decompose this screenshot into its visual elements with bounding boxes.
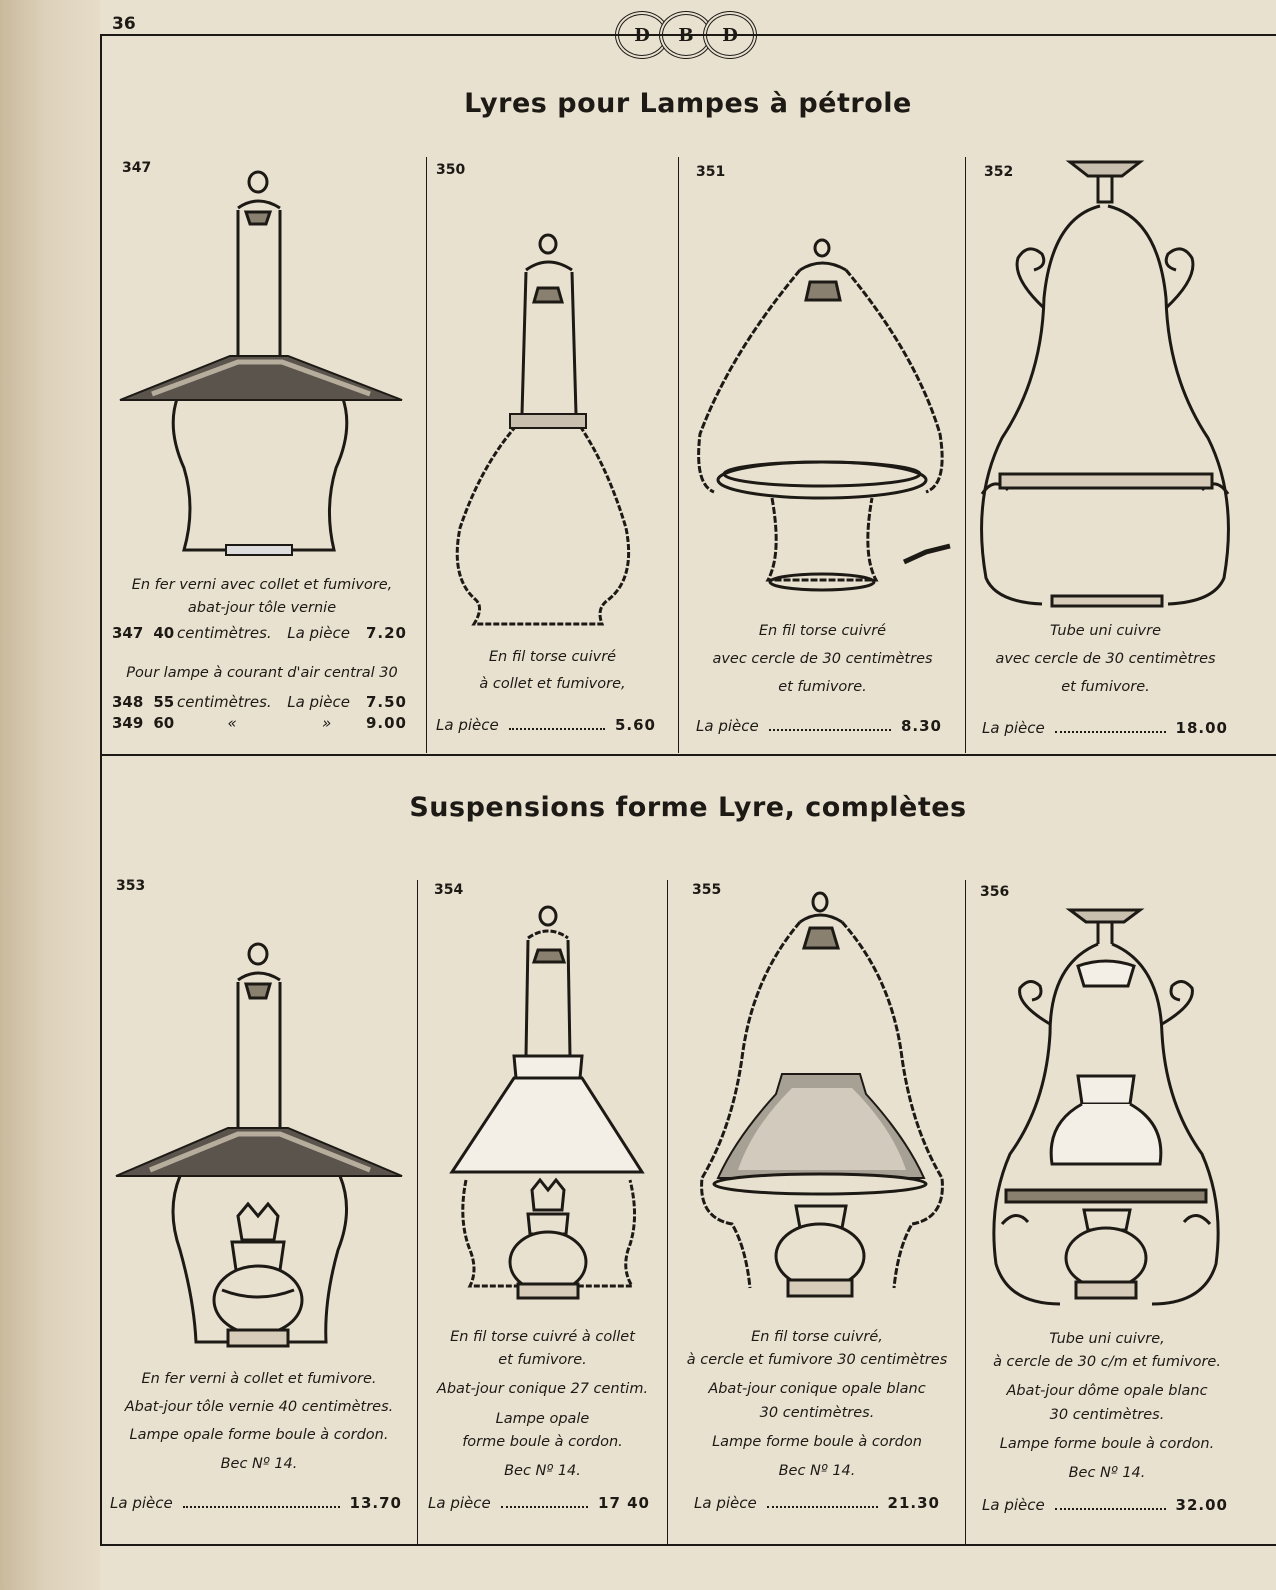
desc-line: Abat-jour conique 27 centim.	[436, 1381, 649, 1398]
price-code: 349	[112, 714, 144, 732]
price-label: La pièce	[110, 1494, 173, 1512]
price-line	[982, 1496, 1228, 1514]
price-label: La pièce	[287, 693, 350, 711]
book-edge	[0, 0, 100, 1590]
item-description	[672, 1326, 962, 1483]
price-value: 21.30	[887, 1494, 940, 1512]
column-divider	[678, 157, 679, 753]
desc-line: Tube uni cuivre	[1050, 623, 1161, 639]
price-label: La pièce	[287, 624, 350, 642]
desc-line: 30 centimètres.	[759, 1404, 875, 1421]
price-value: 32.00	[1175, 1496, 1228, 1514]
item-number: 347	[122, 160, 152, 176]
item-description	[430, 646, 675, 696]
price-size: 55	[153, 693, 175, 711]
item-description	[106, 1368, 412, 1476]
desc-line: Bec Nº 14.	[1068, 1464, 1146, 1481]
desc-line: Abat-jour conique opale blanc	[708, 1381, 926, 1398]
desc-line: Lampe opale	[495, 1410, 590, 1427]
item-number: 356	[980, 884, 1010, 900]
leader-dots	[509, 728, 605, 730]
lyre-lamp-illustration	[980, 904, 1240, 1324]
price-label: La pièce	[696, 717, 759, 735]
item-description	[968, 620, 1243, 700]
column-divider	[667, 880, 668, 1544]
desc-line: En fer verni avec collet et fumivore,	[131, 577, 393, 593]
price-row	[112, 714, 407, 732]
leader-dots	[769, 729, 891, 731]
desc-line: En fer verni à collet et fumivore.	[141, 1371, 377, 1387]
desc-line: En fil torse cuivré	[758, 623, 887, 639]
desc-line: Tube uni cuivre,	[1049, 1331, 1165, 1347]
price-line	[428, 1494, 650, 1512]
item-number: 351	[696, 164, 726, 180]
desc-line: avec cercle de 30 centimètres	[712, 651, 933, 668]
hook-detail-illustration	[898, 540, 958, 570]
price-label: La pièce	[694, 1494, 757, 1512]
item-number: 353	[116, 878, 146, 894]
logo-letter: D	[703, 11, 757, 59]
price-size: 60	[153, 714, 175, 732]
section-divider	[100, 754, 1276, 756]
desc-line: à cercle et fumivore 30 centimètres	[686, 1352, 948, 1369]
leader-dots	[183, 1506, 340, 1508]
desc-line: Abat-jour dôme opale blanc	[1006, 1383, 1208, 1400]
item-description	[420, 1326, 665, 1483]
price-value: 8.30	[900, 717, 942, 735]
desc-line: et fumivore.	[1061, 679, 1150, 696]
lyre-lamp-illustration	[444, 900, 654, 1320]
lyre-lamp-illustration	[110, 940, 410, 1360]
price-label: La pièce	[428, 1494, 491, 1512]
price-label: La pièce	[436, 716, 499, 734]
item-number: 350	[436, 162, 466, 178]
price-label: La pièce	[982, 1496, 1045, 1514]
desc-line: Lampe forme boule à cordon.	[999, 1435, 1215, 1452]
price-code: 348	[112, 693, 144, 711]
lyre-lamp-illustration	[692, 888, 954, 1318]
item-description	[968, 1328, 1246, 1485]
price-line	[436, 716, 656, 734]
desc-line: Bec Nº 14.	[220, 1455, 298, 1472]
price-value: 18.00	[1175, 719, 1228, 737]
item-description	[112, 574, 412, 620]
desc-line: et fumivore.	[498, 1352, 587, 1369]
desc-line: abat-jour tôle vernie	[187, 600, 337, 617]
desc-line: En fil torse cuivré,	[751, 1329, 883, 1345]
column-divider	[417, 880, 418, 1544]
price-row	[112, 693, 407, 711]
item-description	[685, 620, 960, 700]
desc-line: et fumivore.	[778, 679, 867, 696]
price-value: 9.00	[365, 714, 407, 732]
desc-line: Abat-jour tôle vernie 40 centimètres.	[124, 1399, 394, 1416]
column-divider	[965, 880, 966, 1544]
price-unit: centimètres.	[176, 693, 272, 711]
price-code: 347	[112, 624, 144, 642]
item-number: 354	[434, 882, 464, 898]
lyre-lamp-illustration	[112, 168, 412, 568]
price-value: 7.50	[365, 693, 407, 711]
desc-line: 30 centimètres.	[1049, 1406, 1165, 1423]
item-number: 355	[692, 882, 722, 898]
bottom-rule	[100, 1544, 1276, 1546]
logo-letter: B	[659, 11, 713, 59]
page-number: 36	[112, 14, 136, 34]
price-value: 13.70	[349, 1494, 402, 1512]
logo-letter: D	[615, 11, 669, 59]
desc-line: avec cercle de 30 centimètres	[995, 651, 1216, 668]
price-value: 17 40	[598, 1494, 650, 1512]
price-unit: centimètres.	[176, 624, 272, 642]
price-row	[112, 624, 407, 642]
desc-line: à cercle de 30 c/m et fumivore.	[993, 1354, 1221, 1371]
price-line	[110, 1494, 402, 1512]
leader-dots	[1055, 731, 1166, 733]
desc-line: Bec Nº 14.	[504, 1462, 581, 1479]
price-label: La pièce	[982, 719, 1045, 737]
price-line	[694, 1494, 940, 1512]
price-line	[982, 719, 1228, 737]
price-value: 5.60	[614, 716, 656, 734]
column-divider	[965, 157, 966, 753]
desc-line: Lampe opale forme boule à cordon.	[129, 1427, 389, 1444]
column-divider	[426, 157, 427, 753]
leader-dots	[767, 1506, 878, 1508]
desc-line: forme boule à cordon.	[462, 1433, 623, 1450]
price-unit: «	[227, 714, 237, 732]
price-size: 40	[153, 624, 175, 642]
desc-line: Bec Nº 14.	[778, 1462, 856, 1479]
price-line	[696, 717, 942, 735]
section-title: Suspensions forme Lyre, complètes	[409, 792, 967, 823]
item-note: Pour lampe à courant d'air central 30	[126, 665, 398, 681]
desc-line: En fil torse cuivré	[488, 649, 617, 665]
section-title: Lyres pour Lampes à pétrole	[464, 88, 912, 119]
desc-line: En fil torse cuivré à collet	[450, 1329, 635, 1345]
price-label: »	[321, 714, 332, 732]
desc-line: Lampe forme boule à cordon	[712, 1433, 922, 1450]
leader-dots	[501, 1506, 588, 1508]
lyre-lamp-illustration	[440, 228, 670, 638]
lyre-lamp-illustration	[972, 158, 1240, 610]
item-number: 352	[984, 164, 1014, 180]
desc-line: à collet et fumivore,	[479, 676, 626, 693]
price-value: 7.20	[365, 624, 407, 642]
leader-dots	[1055, 1508, 1166, 1510]
